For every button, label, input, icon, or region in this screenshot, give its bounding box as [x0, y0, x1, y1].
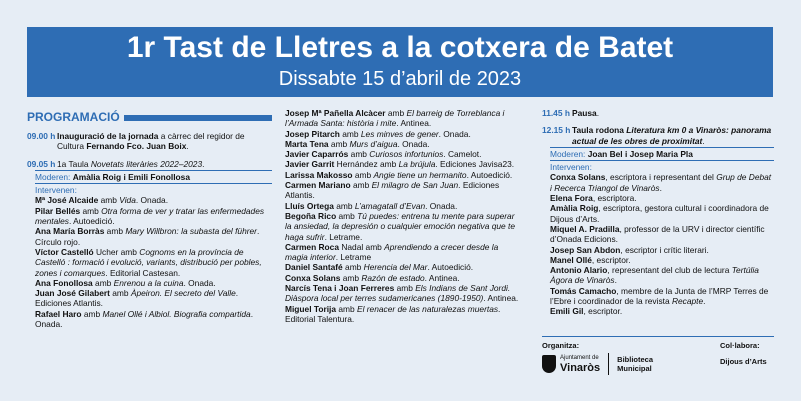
participant-name: Tomás Camacho [550, 285, 617, 296]
participant-detail: . Onada. [425, 200, 458, 211]
participant-name: Josep Mª Pañella Alcàcer [285, 108, 386, 118]
programacio-heading [27, 110, 272, 124]
participant-name: Elena Fora [550, 193, 593, 204]
participant-entry [285, 139, 520, 149]
book-title: Angie tiene un hermanito [373, 169, 467, 180]
participant-detail: . Antinea. [396, 118, 432, 129]
book-title: Tertúlia Àgora de Vinaròs [550, 265, 759, 286]
participant-name: Daniel Santafé [285, 262, 343, 273]
item-text: 1a Taula Novetats literàries 2022–2023. [57, 158, 205, 169]
participant-name: Rafael Haro [35, 308, 82, 319]
participant-detail: . Onada. [183, 277, 216, 288]
participant-detail: amb [336, 210, 358, 221]
ajuntament-logo [542, 353, 653, 375]
shield-icon [542, 355, 556, 373]
rule [550, 147, 774, 148]
participant-entry [35, 195, 272, 205]
participants-list [285, 108, 520, 324]
participant-entry [285, 149, 520, 159]
book-title: Mary Willbron: la subasta del führer [125, 226, 257, 237]
moderators: Moderen: Amàlia Roig i Emili Fonollosa [35, 171, 190, 182]
participant-name: Víctor Castelló [35, 246, 94, 257]
participant-detail: . Onada. [135, 195, 169, 206]
participant-entry [35, 309, 272, 330]
participant-name: Emili Gil [550, 306, 584, 317]
participant-detail: . Camelot. [443, 149, 482, 160]
participant-name: Larissa Makosso [285, 169, 353, 180]
participant-detail: , membre de la Junta de l’MRP Terres de l’Ebre i coordinador de la revista [550, 285, 769, 307]
participant-entry [285, 170, 520, 180]
participant-entry [550, 306, 774, 316]
participant-name: Carmen Roca [285, 241, 339, 252]
participant-name: Juan José Gilabert [35, 288, 110, 299]
participant-entry [285, 180, 520, 201]
book-title: Grup de Debat i Recerca Triangol de Vinaròs [550, 172, 772, 193]
participant-entry [550, 193, 774, 203]
book-title: Els Indians de Sant Jordi. Diàspora local per terres sudamericanes (1890-1950) [285, 283, 511, 304]
schedule-item-taula-1 [27, 159, 272, 169]
participant-name: Mª José Alcaide [35, 195, 99, 206]
participant-detail: , escriptora, gestora cultural i coordinadora de Dijous d’Arts. [550, 203, 769, 224]
book-title: Murs d’aigua [349, 138, 398, 149]
participant-detail: amb [348, 149, 370, 160]
book-title: El milagro de San Juan [371, 180, 459, 191]
participant-name: Lluís Ortega [285, 200, 334, 211]
participant-name: Manel Ollé [550, 254, 592, 265]
participant-detail: . Antinea. [483, 293, 519, 304]
participant-entry [35, 247, 272, 278]
participant-entry [550, 172, 774, 193]
heading-rule [124, 115, 272, 121]
rule [550, 160, 774, 161]
book-title: Vida [119, 195, 136, 206]
participant-entry [285, 304, 520, 325]
column-3 [542, 108, 774, 317]
participant-name: Begoña Rico [285, 210, 337, 221]
participant-detail: . [614, 275, 617, 286]
participant-detail: amb [352, 169, 374, 180]
participant-detail: . Editorial Talentura. [285, 303, 501, 324]
participant-detail: , professor de la URV i director científic d’Onada Edicions. [550, 223, 765, 245]
participant-name: Marta Tena [285, 138, 329, 149]
title-banner [27, 27, 773, 97]
participant-detail: Hernández amb [334, 159, 399, 170]
column-2 [285, 108, 520, 324]
participant-name: Narcís Tena i Joan Ferreres [285, 283, 395, 294]
rule [35, 183, 272, 184]
book-title: Tú puedes: entrena tu mente para superar la ansiedad, la depresión o cualquier emoción negativa que te haga sufrir [285, 210, 516, 242]
participant-detail: . Ediciones Atlantis. [285, 180, 500, 201]
participant-name: Conxa Solans [550, 172, 606, 183]
book-title: Cognoms en la província de Castelló : formació i evolució, variants, distribució per pobles, zones i comarques [35, 246, 262, 278]
time: 11.45 h [542, 108, 570, 118]
book-title: L’amagatall d’Evan [354, 200, 426, 211]
book-title: Curiosos infortunios [369, 149, 444, 160]
book-title: Enrenou a la cuina [113, 277, 184, 288]
participant-detail: , escriptora i representant del [605, 172, 717, 183]
participant-detail: , escriptor. [583, 306, 623, 317]
participant-detail: . Letrame [335, 252, 372, 263]
participant-detail: . Autoedició. [68, 216, 115, 227]
participant-entry [35, 206, 272, 227]
participant-detail: amb [394, 283, 416, 294]
participant-detail: , escriptor. [591, 254, 631, 265]
participant-detail: amb [336, 303, 357, 314]
organitza-label: Organitza: [542, 341, 580, 350]
participant-detail: , representant del club de lectura [607, 265, 732, 276]
participant-entry [550, 286, 774, 307]
participant-detail: . Autoedició. [427, 262, 474, 273]
biblioteca-line-1: Biblioteca [617, 355, 653, 364]
participant-entry [550, 265, 774, 286]
participant-entry [35, 226, 272, 247]
participant-detail: . [703, 296, 706, 307]
participant-detail: , escriptor i crític literari. [620, 244, 709, 255]
time: 09.05 h [27, 158, 56, 169]
footer [542, 336, 774, 387]
participant-entry [285, 283, 520, 304]
participant-name: Josep Pitarch [285, 128, 340, 139]
event-date: Dissabte 15 d’abril de 2023 [278, 68, 522, 90]
item-text: Inauguració de la jornada a càrrec del regidor de Cultura Fernando Fco. Juan Boix. [57, 131, 245, 152]
book-title: Manel Ollé i Albiol. Biografia compartida [102, 308, 251, 319]
participant-detail: amb [342, 262, 364, 273]
ajuntament-name: Vinaròs [560, 361, 601, 374]
participant-detail: amb [385, 108, 407, 118]
schedule-item-pausa [542, 108, 774, 118]
participant-detail: . Autoedició. [466, 169, 513, 180]
participant-name: Miquel A. Pradilla [550, 223, 620, 234]
moderators: Moderen: Joan Bel i Josep Maria Pla [550, 148, 693, 159]
participant-entry [285, 262, 520, 272]
participant-detail: amb [333, 200, 355, 211]
participant-entry [285, 273, 520, 283]
participant-detail: . Ediciones Atlantis. [35, 288, 239, 309]
book-title: La brújula [398, 159, 436, 170]
participant-name: Josep San Abdon [550, 244, 621, 255]
participant-detail: . Ediciones Javisa23. [435, 159, 515, 170]
participant-detail: . Antinea. [424, 272, 460, 283]
participant-detail: . Onada. [438, 128, 471, 139]
participant-detail: amb [339, 128, 361, 139]
programacio-label: PROGRAMACIÓ [27, 110, 120, 124]
divider [608, 353, 609, 375]
participant-detail: amb [340, 272, 362, 283]
book-title: El renacer de las naturalezas muertas [356, 303, 499, 314]
participant-entry [285, 242, 520, 263]
participant-name: Antonio Alario [550, 265, 608, 276]
participant-detail: . Onada. [397, 138, 430, 149]
intervenen-label: Intervenen: [35, 185, 77, 196]
participant-entry [35, 278, 272, 288]
participant-entry [285, 159, 520, 169]
participant-name: Miguel Torija [285, 303, 337, 314]
participant-detail: amb [81, 308, 103, 319]
participant-name: Ana María Borràs [35, 226, 105, 237]
book-title: Àpeiron. El secreto del Valle [130, 288, 236, 299]
participant-name: Javier Caparrós [285, 149, 349, 160]
participant-detail: . [659, 182, 662, 193]
participant-detail: amb [104, 226, 126, 237]
schedule-item-inauguracio [27, 131, 272, 152]
participant-detail: Nadal amb [339, 241, 385, 252]
participant-detail: amb [350, 180, 372, 191]
participant-entry [550, 255, 774, 265]
participant-detail: amb [92, 277, 114, 288]
participant-detail: amb [98, 195, 120, 206]
participant-entry [550, 203, 774, 224]
book-title: Recapte [671, 296, 704, 307]
participant-entry [285, 201, 520, 211]
participant-entry [285, 211, 520, 242]
participant-detail: amb [328, 138, 350, 149]
book-title: El barreig de Torreblanca i l’Armada Santa: història i mite [285, 108, 505, 129]
intervenen-label: Intervenen: [550, 162, 592, 173]
participants-list [27, 195, 272, 329]
participant-name: Carmen Mariano [285, 180, 351, 191]
item-text: Taula rodona Literatura km 0 a Vinaròs: panorama actual de les obres de proximitat. [572, 125, 772, 146]
participant-detail: amb [109, 288, 131, 299]
participant-detail: . Letrame. [324, 231, 363, 242]
participant-entry [550, 245, 774, 255]
participant-entry [35, 288, 272, 309]
participant-detail: . Editorial Castesan. [105, 267, 181, 278]
participant-detail: . Círculo rojo. [35, 226, 260, 247]
ajuntament-small: Ajuntament de [560, 354, 599, 361]
dijous-darts-logo: Dijous d’Arts [720, 357, 767, 366]
book-title: Herencia del Mar [363, 262, 428, 273]
rule [35, 170, 272, 171]
participant-entry [285, 129, 520, 139]
participant-name: Amàlia Roig [550, 203, 599, 214]
book-title: Les minves de gener [360, 128, 439, 139]
participant-detail: , escriptora. [592, 193, 637, 204]
item-text: Pausa. [572, 108, 600, 118]
participant-name: Pilar Bellés [35, 205, 81, 216]
participant-detail: amb [80, 205, 102, 216]
participant-entry [550, 224, 774, 245]
book-title: Razón de estado [361, 272, 425, 283]
biblioteca-line-2: Municipal [617, 364, 652, 373]
participant-detail: Ucher amb [93, 246, 140, 257]
time: 12.15 h [542, 125, 571, 136]
participant-name: Conxa Solans [285, 272, 341, 283]
participant-name: Javier Garrit [285, 159, 335, 170]
schedule-item-taula-rodona [542, 125, 774, 146]
time: 09.00 h [27, 131, 56, 141]
participants-list [542, 172, 774, 316]
event-title: 1r Tast de Lletres a la cotxera de Batet [126, 31, 674, 64]
book-title: Aprendiendo a crecer desde la magia interior [285, 241, 499, 263]
col-labora-label: Col·labora: [720, 341, 760, 350]
participant-name: Ana Fonollosa [35, 277, 93, 288]
book-title: Otra forma de ver y tratar las enfermedades mentales [35, 205, 265, 227]
participant-entry [285, 108, 520, 129]
participant-detail: . Onada. [35, 308, 254, 330]
column-1 [27, 110, 272, 329]
